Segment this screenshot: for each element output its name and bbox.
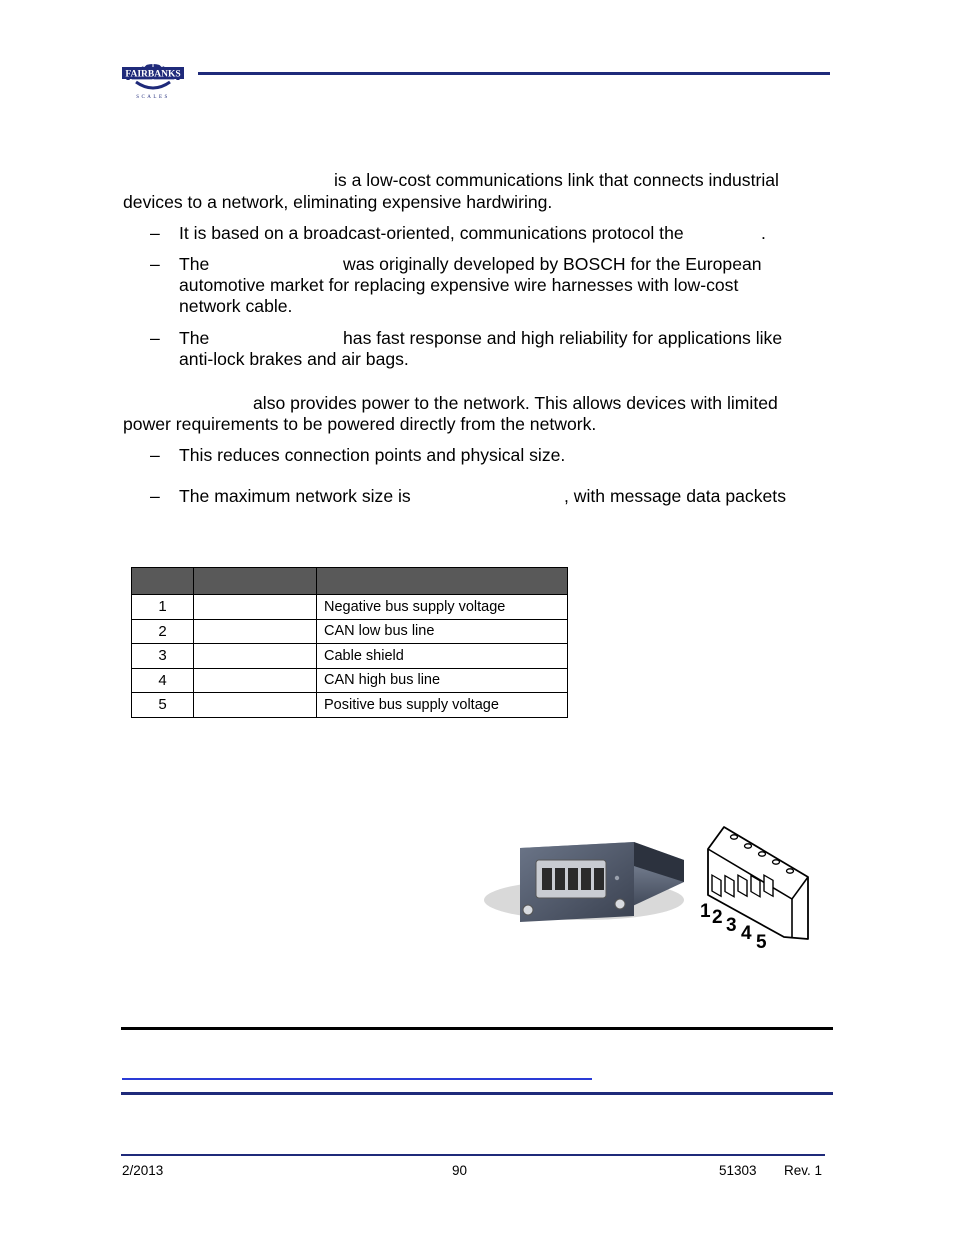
- pin-label: 2: [712, 907, 723, 928]
- section-divider-blue: [121, 1092, 833, 1095]
- footer-date: 2/2013: [122, 1163, 164, 1178]
- pin-signal: [194, 644, 317, 669]
- devicenet-module-image: [484, 838, 688, 930]
- table-row: [132, 693, 568, 718]
- paragraph-1-line-1: is a low-cost communications link that connects industrial: [334, 170, 779, 190]
- pin-number: 3: [132, 644, 194, 669]
- pin-number: 4: [132, 668, 194, 693]
- pin-number: 5: [132, 693, 194, 718]
- pin-description: CAN low bus line: [317, 619, 568, 644]
- pin-signal: [194, 693, 317, 718]
- pin-description: Positive bus supply voltage: [317, 693, 568, 718]
- logo-text: FAIRBANKS: [125, 69, 181, 80]
- pin-number: 1: [132, 595, 194, 620]
- fairbanks-logo: [122, 54, 184, 100]
- pin-description: Cable shield: [317, 644, 568, 669]
- table-header-cell: [132, 568, 194, 595]
- table-row: [132, 668, 568, 693]
- bullet-dash: –: [150, 254, 160, 274]
- pin-label: 1: [700, 901, 711, 922]
- header-rule: [198, 72, 830, 75]
- bullet-dash: –: [150, 445, 160, 465]
- bullet-dash: –: [150, 223, 160, 243]
- bullet-2-line-1a: The: [179, 254, 210, 274]
- pin-description: Negative bus supply voltage: [317, 595, 568, 620]
- bullet-4-text: This reduces connection points and physical size.: [179, 445, 566, 465]
- pin-signal: [194, 595, 317, 620]
- bullet-5-text-b: , with message data packets: [564, 486, 786, 506]
- table-header-row: [132, 568, 568, 595]
- pin-label: 4: [741, 923, 752, 944]
- pin-label: 3: [726, 915, 737, 936]
- table-header-cell: [194, 568, 317, 595]
- paragraph-2-line-2: power requirements to be powered directly from the network.: [123, 414, 597, 434]
- paragraph-2-line-1: also provides power to the network. This allows devices with limited: [253, 393, 778, 413]
- footer-rule: [121, 1154, 825, 1156]
- table-row: [132, 644, 568, 669]
- bullet-3-line-2: anti-lock brakes and air bags.: [179, 349, 409, 369]
- paragraph-1-line-2: devices to a network, eliminating expensive hardwiring.: [123, 192, 553, 212]
- bullet-2-line-1b: was originally developed by BOSCH for the European: [343, 254, 762, 274]
- hyperlink-underline[interactable]: [122, 1078, 592, 1080]
- bullet-1-end: .: [761, 223, 766, 243]
- pin-number: 2: [132, 619, 194, 644]
- logo-subtext: SCALES: [136, 95, 170, 100]
- table-header-cell: [317, 568, 568, 595]
- pin-description: CAN high bus line: [317, 668, 568, 693]
- bullet-3-line-1b: has fast response and high reliability for applications like: [343, 328, 783, 348]
- bullet-dash: –: [150, 486, 160, 506]
- footer-revision: Rev. 1: [784, 1163, 823, 1178]
- pin-assignment-table: [131, 567, 568, 718]
- bullet-5-text-a: The maximum network size is: [179, 486, 411, 506]
- pin-label: 5: [756, 932, 767, 951]
- bullet-dash: –: [150, 328, 160, 348]
- connector-pinout-diagram: [698, 823, 812, 951]
- footer-doc-number: 51303: [719, 1163, 757, 1178]
- footer-page-number: 90: [452, 1163, 468, 1178]
- bullet-2-line-2: automotive market for replacing expensive wire harnesses with low-cost: [179, 275, 739, 295]
- pin-signal: [194, 619, 317, 644]
- bullet-3-line-1a: The: [179, 328, 210, 348]
- pin-signal: [194, 668, 317, 693]
- table-row: [132, 619, 568, 644]
- table-row: [132, 595, 568, 620]
- bullet-1-text: It is based on a broadcast-oriented, communications protocol the: [179, 223, 684, 243]
- section-divider: [121, 1027, 833, 1030]
- bullet-2-line-3: network cable.: [179, 296, 293, 316]
